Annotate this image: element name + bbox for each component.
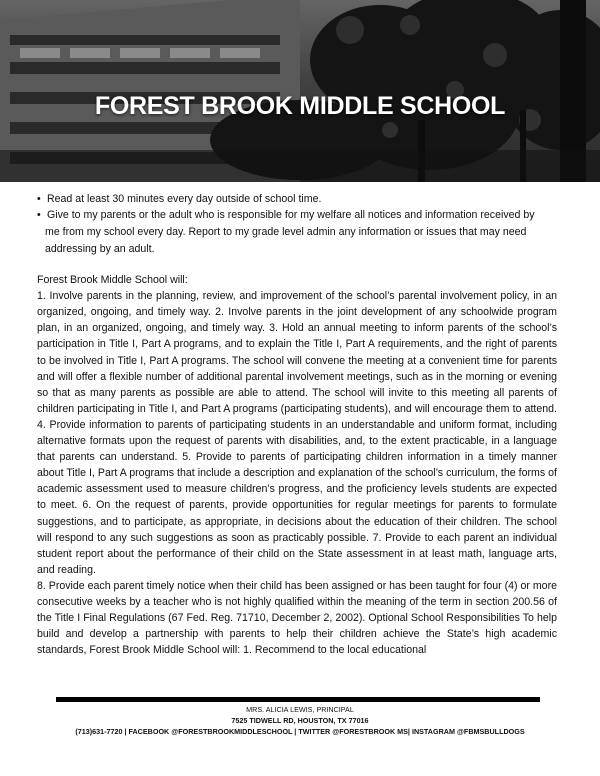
footer (0, 704, 600, 737)
section-title: Forest Brook Middle School will: (37, 274, 188, 287)
bullet-text: Give to my parents or the adult who is responsible for my welfare all notices and information received by (47, 209, 535, 222)
bullet-item (37, 191, 557, 207)
school-address: 7525 TIDWELL RD, HOUSTON, TX 77016 (231, 716, 369, 725)
header-banner (0, 0, 600, 182)
document-body (37, 191, 557, 658)
bullet-icon: • (37, 193, 41, 205)
notice-paragraph: 8. Provide each parent timely notice when their child has been assigned or has been taught for four (4) or more consecutive weeks by a teacher who is not highly qualified within the meaning of the term in section 200.56 of the Title I Final Regulations (67 Fed. Reg. 71710, December 2, 2002). Optional School Responsibilities To help build and develop a partnership with parents to help their children achieve the State’s high academic standards, Forest Brook Middle School will: 1. Recommend to the local educational (37, 579, 557, 657)
bullet-text: Read at least 30 minutes every day outside of school time. (47, 193, 322, 205)
footer-divider (56, 697, 540, 702)
contact-links: (713)631-7720 | FACEBOOK @FORESTBROOKMIDDLESCHOOL | TWITTER @FORESTBROOK MS| INSTAGRAM @FBMSBULLDOGS (75, 727, 525, 736)
bullet-continuation: me from my school every day. Report to my grade level admin any information or issues that may need addressing by an adult. (45, 226, 527, 255)
school-building-photo (0, 0, 600, 182)
bullet-item (37, 207, 557, 224)
principal-name: MRS. ALICIA LEWIS, PRINCIPAL (246, 705, 354, 714)
school-title: FOREST BROOK MIDDLE SCHOOL (94, 92, 506, 120)
bullet-icon: • (37, 209, 41, 222)
responsibilities-paragraph: 1. Involve parents in the planning, review, and improvement of the school’s parental involvement policy, in an organized, ongoing, and timely way. 2. Involve parents in the joint development of any schoolwide program plan, in an organized, ongoing, and timely way. 3. Hold an annual meeting to inform parents of the school’s participation in Title I, Part A programs, and to explain the Title I, Part A requirements, and the right of parents to be involved in Title I, Part A programs. The school will convene the meeting at a convenient time for parents and will offer a flexible number of additional parental involvement meetings, such as in the morning or evening so that as many parents as possible are able to attend. The school will invite to this meeting all parents of children participating in Title I, and Part A programs (participating students), and will encourage them to attend. 4. Provide information to parents of participating students in an understandable and uniform format, including alternative formats upon the request of parents with disabilities, and, to the extent practicable, in a language that parents can understand. 5. Provide to parents of participating children information in a timely manner about Title I, Part A programs that include a description and explanation of the school’s curriculum, the forms of academic assessment used to measure children’s progress, and the proficiency levels students are expected to meet. 6. On the request of parents, provide opportunities for regular meetings for parents to formulate suggestions, and to participate, as appropriate, in decisions about the education of their children. The school will respond to any such suggestions as soon as practicably possible. 7. Provide to each parent an individual student report about the performance of their child on the State assessment in at least math, language arts, and reading. (37, 290, 557, 576)
